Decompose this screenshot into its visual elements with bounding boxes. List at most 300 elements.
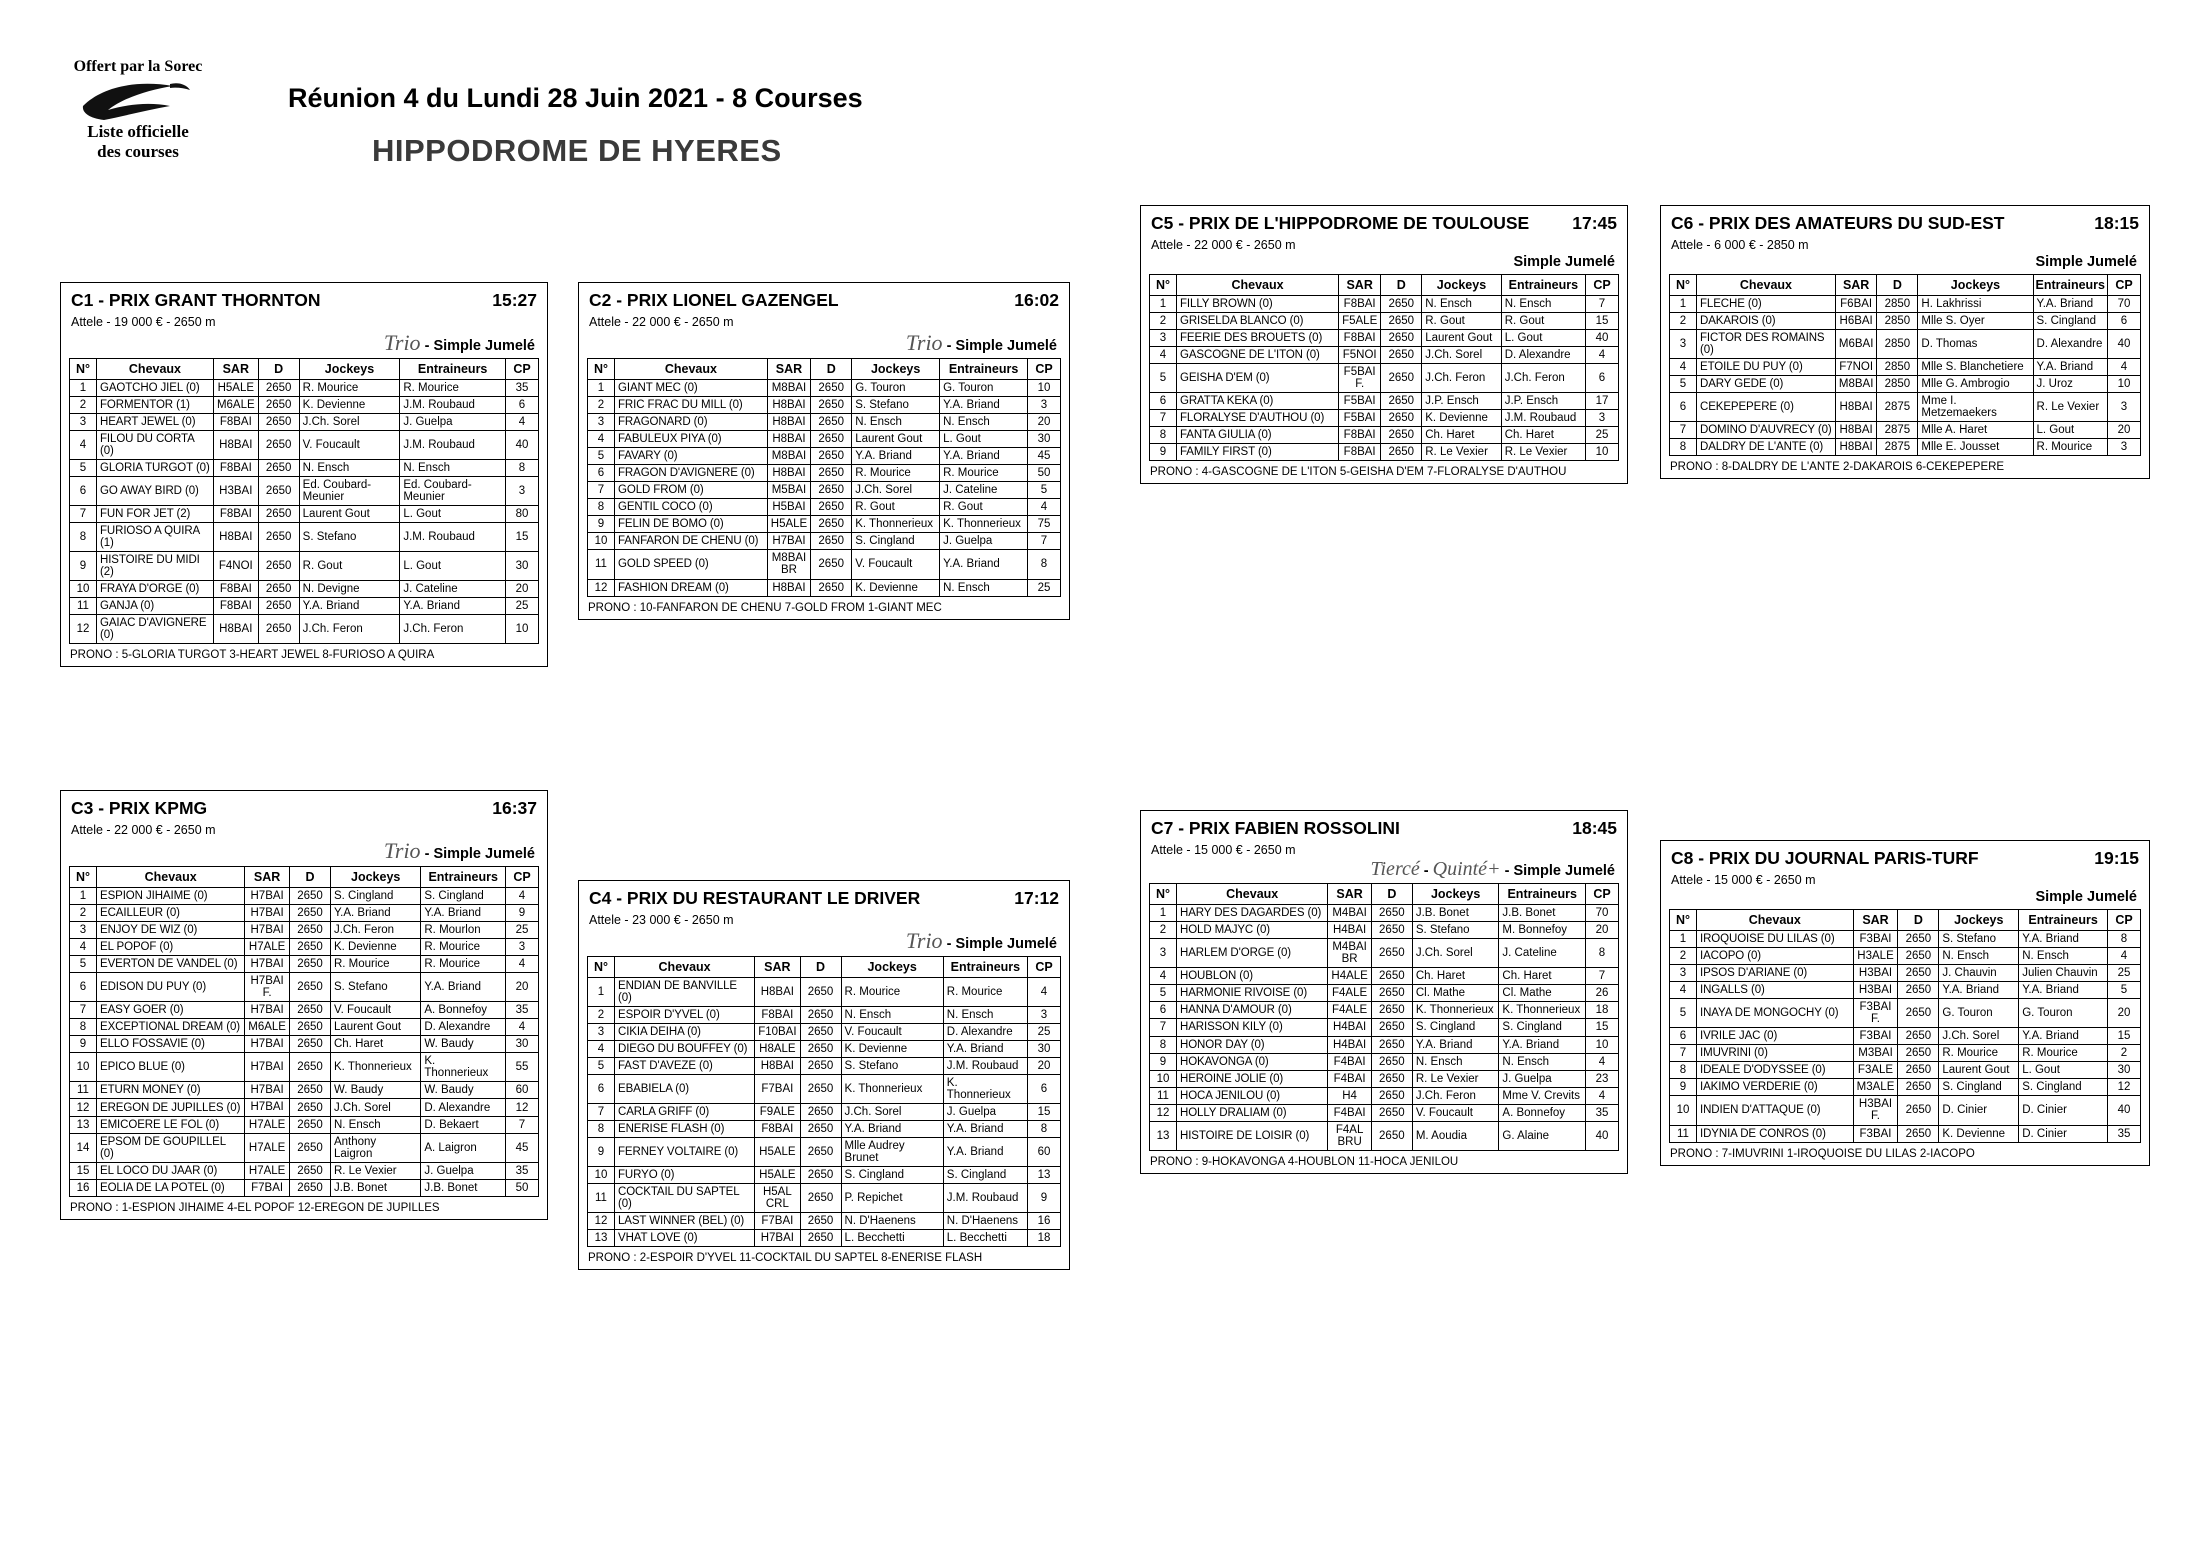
horse-name: ESPOIR D'YVEL (0): [615, 1006, 755, 1023]
distance: 2650: [1898, 964, 1939, 981]
table-header-row: [1670, 909, 2141, 930]
distance: 2650: [811, 533, 852, 550]
distance: 2850: [1877, 312, 1918, 329]
table-row: [588, 499, 1061, 516]
cote-probable: 20: [1028, 413, 1061, 430]
horse-name: INGALLS (0): [1697, 981, 1854, 998]
bet-types: [1661, 889, 2149, 909]
distance: 2650: [258, 581, 299, 598]
jockey-name: Mlle Audrey Brunet: [841, 1138, 943, 1167]
runner-number: 1: [1670, 930, 1697, 947]
runner-number: 4: [1670, 358, 1697, 375]
table-row: [70, 581, 539, 598]
column-header-horse: Chevaux: [615, 956, 755, 977]
trainer-name: Y.A. Briand: [940, 550, 1028, 579]
trainer-name: N. Ensch: [1499, 1053, 1586, 1070]
table-row: [1150, 444, 1619, 461]
column-header-trainer: Entraineurs: [421, 866, 506, 887]
runners-table: [69, 358, 539, 644]
bet-separator: -: [1500, 863, 1514, 879]
trainer-name: J. Cateline: [400, 581, 506, 598]
runner-number: 8: [70, 523, 97, 552]
jockey-name: J.P. Ensch: [1422, 393, 1501, 410]
horse-sar: H8BAI: [767, 396, 810, 413]
jockey-name: Y.A. Briand: [1412, 1036, 1499, 1053]
column-header-num: N°: [1670, 909, 1697, 930]
runner-number: 11: [70, 1082, 97, 1099]
trainer-name: Y.A. Briand: [2019, 981, 2108, 998]
column-header-cp: CP: [2108, 909, 2141, 930]
runner-number: 1: [588, 379, 615, 396]
table-row: [1150, 312, 1619, 329]
horse-name: IPSOS D'ARIANE (0): [1697, 964, 1854, 981]
cote-probable: 4: [1586, 346, 1619, 363]
bet-type: Trio: [383, 838, 421, 863]
distance: 2650: [258, 523, 299, 552]
distance: 2650: [811, 465, 852, 482]
distance: 2650: [289, 1053, 330, 1082]
distance: 2650: [811, 396, 852, 413]
horse-name: IDYNIA DE CONROS (0): [1697, 1125, 1854, 1142]
horse-sar: H8BAI: [767, 430, 810, 447]
horse-name: GIANT MEC (0): [615, 379, 768, 396]
runner-number: 8: [1150, 1036, 1177, 1053]
trainer-name: S. Cingland: [2019, 1079, 2108, 1096]
horse-name: ENJOY DE WIZ (0): [97, 921, 245, 938]
table-row: [1670, 947, 2141, 964]
table-row: [70, 1116, 539, 1133]
bet-types: [1141, 254, 1627, 274]
runner-number: 7: [1150, 410, 1177, 427]
cote-probable: 25: [506, 598, 539, 615]
runner-number: 4: [588, 1040, 615, 1057]
runner-number: 5: [70, 459, 97, 476]
runner-number: 15: [70, 1162, 97, 1179]
cote-probable: 20: [2108, 422, 2141, 439]
horse-name: FICTOR DES ROMAINS (0): [1697, 329, 1836, 358]
bet-type: Simple Jumelé: [433, 846, 535, 862]
cote-probable: 3: [506, 938, 539, 955]
cote-probable: 25: [2108, 964, 2141, 981]
horse-name: GRATTA KEKA (0): [1177, 393, 1339, 410]
horse-name: FRAGONARD (0): [615, 413, 768, 430]
distance: 2650: [1381, 427, 1422, 444]
runner-number: 6: [70, 477, 97, 506]
cote-probable: 70: [1586, 905, 1619, 922]
runner-number: 6: [588, 1075, 615, 1104]
distance: 2650: [1381, 312, 1422, 329]
jockey-name: R. Mourice: [299, 379, 400, 396]
trainer-name: S. Cingland: [1499, 1019, 1586, 1036]
jockey-name: S. Stefano: [1939, 930, 2019, 947]
cote-probable: 10: [506, 615, 539, 644]
table-row: [1670, 358, 2141, 375]
jockey-name: K. Devienne: [330, 938, 420, 955]
horse-name: FANFARON DE CHENU (0): [615, 533, 768, 550]
jockey-name: S. Stefano: [1412, 922, 1499, 939]
trainer-name: J.B. Bonet: [421, 1179, 506, 1196]
horse-sar: H5ALE: [755, 1138, 800, 1167]
distance: 2650: [811, 379, 852, 396]
distance: 2650: [258, 506, 299, 523]
horse-sar: F3BAI F.: [1853, 999, 1898, 1028]
trainer-name: J. Cateline: [940, 482, 1028, 499]
table-row: [1670, 393, 2141, 422]
table-row: [1670, 999, 2141, 1028]
prono-line: PRONO : 4-GASCOGNE DE L'ITON 5-GEISHA D'EM 7-FLORALYSE D'AUTHOU: [1150, 466, 1567, 479]
table-row: [1150, 968, 1619, 985]
distance: 2650: [800, 1023, 841, 1040]
cote-probable: 4: [506, 413, 539, 430]
cote-probable: 4: [506, 956, 539, 973]
horse-sar: H5ALE: [213, 379, 258, 396]
trainer-name: K. Thonnerieux: [421, 1053, 506, 1082]
trainer-name: R. Le Vexier: [1501, 444, 1585, 461]
table-row: [1150, 1104, 1619, 1121]
runner-number: 6: [1150, 1002, 1177, 1019]
prono-line: PRONO : 7-IMUVRINI 1-IROQUOISE DU LILAS 2-IACOPO: [1670, 1147, 1975, 1160]
race-block: [1660, 205, 2150, 479]
cote-probable: 2: [2108, 1045, 2141, 1062]
horse-sar: H7BAI: [245, 1099, 290, 1116]
horse-name: FRIC FRAC DU MILL (0): [615, 396, 768, 413]
runner-number: 3: [1670, 329, 1697, 358]
race-time: 17:45: [1572, 213, 1617, 233]
cote-probable: 25: [1028, 1023, 1061, 1040]
cote-probable: 6: [1586, 364, 1619, 393]
column-header-jockey: Jockeys: [1422, 274, 1501, 295]
runner-number: 6: [588, 465, 615, 482]
table-row: [1150, 1053, 1619, 1070]
horse-name: HARY DES DAGARDES (0): [1177, 905, 1328, 922]
trainer-name: Y.A. Briand: [2019, 930, 2108, 947]
table-row: [70, 921, 539, 938]
runner-number: 5: [1150, 985, 1177, 1002]
table-row: [588, 396, 1061, 413]
runner-number: 1: [70, 379, 97, 396]
table-row: [70, 1053, 539, 1082]
trainer-name: J.M. Roubaud: [400, 523, 506, 552]
trainer-name: A. Bonnefoy: [1499, 1104, 1586, 1121]
table-header-row: [1670, 274, 2141, 295]
horse-sar: H8BAI: [1835, 422, 1877, 439]
jockey-name: K. Thonnerieux: [841, 1075, 943, 1104]
horse-sar: F8BAI: [213, 459, 258, 476]
horse-name: VHAT LOVE (0): [615, 1230, 755, 1247]
horse-sar: M3ALE: [1853, 1079, 1898, 1096]
jockey-name: Laurent Gout: [1422, 329, 1501, 346]
horse-name: ECAILLEUR (0): [97, 904, 245, 921]
distance: 2650: [258, 459, 299, 476]
table-row: [1150, 1002, 1619, 1019]
race-time: 15:27: [492, 290, 537, 310]
cote-probable: 6: [2108, 312, 2141, 329]
table-row: [1670, 295, 2141, 312]
horse-name: FABULEUX PIYA (0): [615, 430, 768, 447]
cote-probable: 3: [506, 477, 539, 506]
runner-number: 6: [70, 973, 97, 1002]
horse-sar: H3BAI: [1853, 964, 1898, 981]
horse-name: HARMONIE RIVOISE (0): [1177, 985, 1328, 1002]
runner-number: 5: [1150, 364, 1177, 393]
horse-name: IROQUOISE DU LILAS (0): [1697, 930, 1854, 947]
horse-name: EDISON DU PUY (0): [97, 973, 245, 1002]
jockey-name: K. Devienne: [299, 396, 400, 413]
table-header-row: [1150, 274, 1619, 295]
column-header-num: N°: [588, 358, 615, 379]
race-time: 18:45: [1572, 818, 1617, 838]
jockey-name: K. Thonnerieux: [330, 1053, 420, 1082]
trainer-name: S. Cingland: [2033, 312, 2107, 329]
distance: 2650: [800, 1230, 841, 1247]
runner-number: 12: [70, 1099, 97, 1116]
runner-number: 7: [70, 1002, 97, 1019]
runner-number: 13: [70, 1116, 97, 1133]
runner-number: 12: [588, 1213, 615, 1230]
distance: 2650: [1371, 1121, 1412, 1150]
horse-sar: F8BAI: [213, 581, 258, 598]
trainer-name: Y.A. Briand: [940, 448, 1028, 465]
table-row: [70, 956, 539, 973]
distance: 2650: [800, 1121, 841, 1138]
runner-number: 3: [1150, 939, 1177, 968]
horse-sar: H7ALE: [245, 1133, 290, 1162]
race-name: C4 - PRIX DU RESTAURANT LE DRIVER: [589, 888, 921, 908]
horse-name: FELIN DE BOMO (0): [615, 516, 768, 533]
runner-number: 7: [1670, 422, 1697, 439]
trainer-name: J. Guelpa: [1499, 1070, 1586, 1087]
table-row: [1150, 939, 1619, 968]
horse-name: FLECHE (0): [1697, 295, 1836, 312]
bet-type: Trio: [905, 928, 943, 953]
runner-number: 10: [588, 533, 615, 550]
cote-probable: 7: [506, 1116, 539, 1133]
column-header-cp: CP: [1586, 274, 1619, 295]
jockey-name: Laurent Gout: [852, 430, 940, 447]
table-row: [588, 1121, 1061, 1138]
trainer-name: G. Touron: [940, 379, 1028, 396]
horse-sar: F3BAI: [1853, 1028, 1898, 1045]
horse-sar: H8BAI: [767, 579, 810, 596]
jockey-name: Laurent Gout: [299, 506, 400, 523]
table-row: [1670, 439, 2141, 456]
bet-type: Simple Jumelé: [955, 936, 1057, 952]
trainer-name: Y.A. Briand: [1499, 1036, 1586, 1053]
horse-sar: H5BAI: [767, 499, 810, 516]
runner-number: 7: [588, 1104, 615, 1121]
jockey-name: K. Devienne: [841, 1040, 943, 1057]
table-row: [70, 1133, 539, 1162]
trainer-name: G. Alaine: [1499, 1121, 1586, 1150]
table-row: [70, 973, 539, 1002]
race-block: [60, 790, 548, 1220]
distance: 2875: [1877, 422, 1918, 439]
horse-sar: H8BAI: [213, 523, 258, 552]
trainer-name: J.P. Ensch: [1501, 393, 1585, 410]
jockey-name: R. Mourice: [852, 465, 940, 482]
trainer-name: W. Baudy: [421, 1082, 506, 1099]
horse-name: FILLY BROWN (0): [1177, 295, 1339, 312]
table-row: [70, 1162, 539, 1179]
horse-name: HISTOIRE DU MIDI (2): [97, 552, 214, 581]
column-header-jockey: Jockeys: [299, 358, 400, 379]
trainer-name: R. Mourice: [400, 379, 506, 396]
horse-name: FORMENTOR (1): [97, 396, 214, 413]
trainer-name: J.M. Roubaud: [943, 1184, 1027, 1213]
distance: 2650: [1381, 410, 1422, 427]
horse-name: FRAGON D'AVIGNERE (0): [615, 465, 768, 482]
column-header-horse: Chevaux: [97, 358, 214, 379]
distance: 2650: [811, 579, 852, 596]
bet-type: Simple Jumelé: [1513, 254, 1615, 270]
horse-sar: F10BAI: [755, 1023, 800, 1040]
cote-probable: 75: [1028, 516, 1061, 533]
trainer-name: K. Thonnerieux: [940, 516, 1028, 533]
column-header-trainer: Entraineurs: [1499, 884, 1586, 905]
table-row: [1670, 1028, 2141, 1045]
table-row: [70, 459, 539, 476]
trainer-name: S. Cingland: [421, 887, 506, 904]
runner-number: 9: [70, 552, 97, 581]
distance: 2650: [800, 1057, 841, 1074]
distance: 2650: [258, 477, 299, 506]
runner-number: 11: [588, 550, 615, 579]
runner-number: 11: [1670, 1125, 1697, 1142]
table-row: [588, 1023, 1061, 1040]
horse-name: GENTIL COCO (0): [615, 499, 768, 516]
column-header-d: D: [258, 358, 299, 379]
jockey-name: N. Ensch: [1412, 1053, 1499, 1070]
distance: 2650: [1371, 968, 1412, 985]
trainer-name: Y.A. Briand: [943, 1121, 1027, 1138]
cote-probable: 8: [2108, 930, 2141, 947]
column-header-cp: CP: [1028, 956, 1061, 977]
runner-number: 8: [1670, 1062, 1697, 1079]
jockey-name: V. Foucault: [1412, 1104, 1499, 1121]
runner-number: 6: [1150, 393, 1177, 410]
distance: 2650: [258, 430, 299, 459]
jockey-name: J.Ch. Sorel: [330, 1099, 420, 1116]
jockey-name: P. Repichet: [841, 1184, 943, 1213]
horse-sar: H7BAI: [245, 904, 290, 921]
horse-name: ENDIAN DE BANVILLE (0): [615, 977, 755, 1006]
runners-table: [1149, 274, 1619, 462]
horse-sar: H5ALE: [755, 1167, 800, 1184]
column-header-trainer: Entraineurs: [943, 956, 1027, 977]
runner-number: 6: [1670, 1028, 1697, 1045]
horse-sar: F4BAI: [1328, 1053, 1371, 1070]
distance: 2650: [289, 1099, 330, 1116]
jockey-name: J.B. Bonet: [330, 1179, 420, 1196]
jockey-name: Ch. Haret: [1412, 968, 1499, 985]
column-header-cp: CP: [1586, 884, 1619, 905]
bet-types: [61, 839, 547, 866]
cote-probable: 30: [1028, 1040, 1061, 1057]
table-row: [70, 1179, 539, 1196]
trainer-name: Y.A. Briand: [421, 904, 506, 921]
jockey-name: Ch. Haret: [330, 1036, 420, 1053]
horse-sar: M6ALE: [245, 1019, 290, 1036]
trainer-name: Y.A. Briand: [940, 396, 1028, 413]
jockey-name: Y.A. Briand: [841, 1121, 943, 1138]
horse-sar: H7BAI: [245, 1053, 290, 1082]
horse-name: CEKEPEPERE (0): [1697, 393, 1836, 422]
distance: 2650: [811, 482, 852, 499]
column-header-horse: Chevaux: [1697, 909, 1854, 930]
cote-probable: 4: [1586, 1053, 1619, 1070]
table-header-row: [70, 866, 539, 887]
horse-name: HOKAVONGA (0): [1177, 1053, 1328, 1070]
trainer-name: L. Becchetti: [943, 1230, 1027, 1247]
table-row: [1670, 329, 2141, 358]
table-row: [588, 977, 1061, 1006]
cote-probable: 20: [506, 973, 539, 1002]
distance: 2850: [1877, 375, 1918, 392]
runner-number: 9: [588, 1138, 615, 1167]
runner-number: 4: [70, 430, 97, 459]
horse-name: IVRILE JAC (0): [1697, 1028, 1854, 1045]
trainer-name: N. D'Haenens: [943, 1213, 1027, 1230]
jockey-name: S. Cingland: [1412, 1019, 1499, 1036]
cote-probable: 5: [2108, 981, 2141, 998]
distance: 2650: [1381, 329, 1422, 346]
column-header-d: D: [1877, 274, 1918, 295]
race-time: 19:15: [2094, 848, 2139, 868]
horse-name: EOLIA DE LA POTEL (0): [97, 1179, 245, 1196]
trainer-name: A. Bonnefoy: [421, 1002, 506, 1019]
cote-probable: 10: [1586, 1036, 1619, 1053]
horse-sar: H8BAI: [1835, 439, 1877, 456]
column-header-sar: SAR: [1339, 274, 1381, 295]
table-row: [1670, 1079, 2141, 1096]
horse-sar: H3ALE: [1853, 947, 1898, 964]
column-header-cp: CP: [506, 358, 539, 379]
race-header: [1661, 841, 2149, 871]
distance: 2650: [289, 973, 330, 1002]
horse-sar: H7BAI: [755, 1230, 800, 1247]
horse-name: GEISHA D'EM (0): [1177, 364, 1339, 393]
runner-number: 5: [1670, 999, 1697, 1028]
distance: 2650: [258, 413, 299, 430]
column-header-horse: Chevaux: [97, 866, 245, 887]
cote-probable: 7: [1586, 968, 1619, 985]
runner-number: 2: [588, 1006, 615, 1023]
distance: 2650: [800, 1075, 841, 1104]
distance: 2875: [1877, 393, 1918, 422]
trainer-name: W. Baudy: [421, 1036, 506, 1053]
horse-name: GASCOGNE DE L'ITON (0): [1177, 346, 1339, 363]
prono-line: PRONO : 9-HOKAVONGA 4-HOUBLON 11-HOCA JENILOU: [1150, 1155, 1459, 1168]
cote-probable: 9: [1028, 1184, 1061, 1213]
distance: 2650: [1371, 985, 1412, 1002]
race-header: [61, 791, 547, 821]
jockey-name: V. Foucault: [299, 430, 400, 459]
runner-number: 2: [1150, 922, 1177, 939]
distance: 2650: [289, 921, 330, 938]
cote-probable: 80: [506, 506, 539, 523]
runner-number: 10: [588, 1167, 615, 1184]
distance: 2650: [811, 413, 852, 430]
horse-sar: F5NOI: [1339, 346, 1381, 363]
jockey-name: J.Ch. Sorel: [1412, 939, 1499, 968]
trainer-name: J. Guelpa: [940, 533, 1028, 550]
table-header-row: [588, 358, 1061, 379]
horse-sar: H7BAI: [767, 533, 810, 550]
race-name: C6 - PRIX DES AMATEURS DU SUD-EST: [1671, 213, 2005, 233]
table-row: [588, 1167, 1061, 1184]
table-row: [70, 413, 539, 430]
distance: 2650: [1898, 930, 1939, 947]
